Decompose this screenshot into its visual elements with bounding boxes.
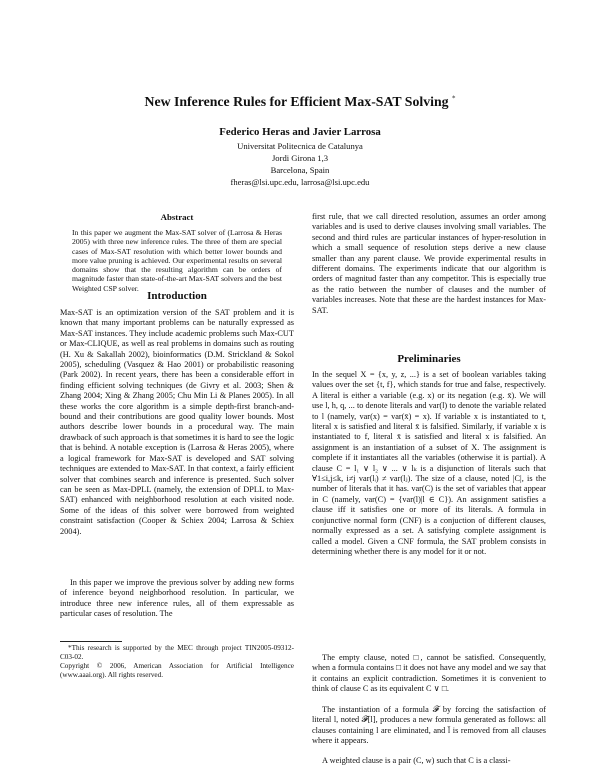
preliminaries-paragraph-3: The instantiation of a formula 𝓕 by forcing the satisfaction of literal l, noted 𝓕[l], produces a new formula generated as follows: all clauses containing l are eliminated, and l̄ is removed from all clauses where it appears. (312, 705, 546, 746)
title-footnote-mark: * (451, 94, 456, 103)
introduction-continued: first rule, that we call directed resolution, assumes an order among variables and is used to derive clauses involving small variables. The second and third rules are particular instances of hyper-resolution in which a small sequence of resolution steps derive a new clause smaller than any parent clause. We provide experimental results in different domains. The experiments indicate that our algorithm is orders of magnitud faster than any competitor. This is especially true as the ratio between the number of clauses and the number of variables increases. Note that these are the hardest instances for Max-SAT. (312, 212, 546, 315)
paper-title: New Inference Rules for Efficient Max-SAT Solving * (144, 94, 456, 109)
abstract-heading: Abstract (160, 212, 194, 222)
affiliation-university: Universitat Politecnica de Catalunya (237, 141, 363, 151)
affiliation-city: Barcelona, Spain (270, 165, 330, 175)
introduction-heading: Introduction (147, 290, 207, 302)
author-emails[interactable]: fheras@lsi.upc.edu, larrosa@lsi.upc.edu (230, 177, 370, 187)
affiliation-street: Jordi Girona 1,3 (271, 153, 329, 163)
preliminaries-paragraph-4: A weighted clause is a pair (C, w) such that C is a classi- (322, 756, 511, 765)
introduction-paragraph-2: In this paper we improve the previous solver by adding new forms of inference beyond neighborhood resolution. In particular, we introduce three new inference rules, all of them expressable as particular cases of resolution. The (60, 578, 294, 619)
authors: Federico Heras and Javier Larrosa (219, 126, 381, 138)
footnote-funding: *This research is supported by the MEC through project TIN2005-09312-C03-02. (60, 644, 294, 661)
footnote-divider (60, 641, 122, 642)
left-column (60, 212, 294, 679)
footnotes (60, 644, 294, 680)
preliminaries-heading: Preliminaries (397, 353, 461, 365)
introduction-paragraph-1: Max-SAT is an optimization version of the SAT problem and it is known that many important problems can be naturally expressed as Max-SAT instances. They include academic problems such Max-CUT or Max-CLIQUE, as well as real problems in domains such as routing (H. Xu & Sakallah 2002), bioinformatics (D.M. Strickland & Sokol 2005), scheduling (Vasquez & Hao 2001) or probabilistic reasoning (Park 2002). In recent years, there has been a considerable effort in finding efficient solving techniques (de Givry et al. 2003; Shen & Zhang 2004; Xing & Zhang 2005; Chu Min Li & Planes 2005). In all these works the core algorithm is a simple depth-first branch-and-bound and their contributions are good quality lower bounds. Most authors describe lower bounds in a procedural way. The main drawback of such approach is that sometimes it is hard to see the logic that is behind. A notable exception is (Larrosa & Heras 2005), where a logical framework for Max-SAT is developed and SAT solving techniques are extended to Max-SAT. In that context, a fairly efficient solver that combines search and inference is presented. Such solver can be seen as Max-DPLL (namely, the extension of DPLL to Max-SAT) enhanced with neighborhood resolution at each visited node. Some of the ideas of this solver were borrowed from weighted constraint satisfaction (Cooper & Schiex 2004; Larrosa & Schiex 2004). (60, 308, 294, 536)
abstract-text: In this paper we augment the Max-SAT solver of (Larrosa & Heras 2005) with three new inference rules. The three of them are special cases of Max-SAT resolution with which better lower bounds and more value pruning is achieved. Our experimental results on several domains show that the resulting algorithm can be orders of magnitude faster than state-of-the-art Max-SAT solvers and the best Weighted CSP solver. (72, 228, 282, 293)
preliminaries-paragraph-1: In the sequel X = {x, y, z, ...} is a set of boolean variables taking values over the set {t, f}, which stands for true and false, respectively. A literal is either a variable (e.g. x) or its negation (e.g. x̄). We will use l, h, q, ... to denote literals and var(l) to denote the variable related to l (namely, var(x) = var(x̄) = x). If variable x is instantiated to t, literal x is satisfied and literal x̄ is falsified. Similarly, if variable x is instantiated to f, literal x̄ is satisfied and literal x is falsified. An assignment is an instantiation of a subset of X. The assignment is complete if it instantiates all the variables (otherwise it is partial). A clause C = l₁ ∨ l₂ ∨ ... ∨ lₖ is a disjunction of literals such that ∀1≤i,j≤k, i≠j var(lᵢ) ≠ var(lⱼ). The size of a clause, noted |C|, is the number of literals that it has. var(C) is the set of variables that appear in C (namely, var(C) = {var(l)|l ∈ C}). An assignment satisfies a clause iff it satisfies one or more of its literals. A formula in conjunctive normal form (CNF) is a conjuction of different clauses, normally expressed as a set. A satisfying complete assignment is called a model. Given a CNF formula, the SAT problem consists in determining whether there is any model for it or not. (312, 370, 546, 556)
preliminaries-paragraph-2: The empty clause, noted □, cannot be satisfied. Consequently, when a formula contains □ it does not have any model and we say that it contains an explicit contradiction. Sometimes it is convenient to think of clause C as its equivalent C ∨ □. (312, 653, 546, 694)
copyright-notice: Copyright © 2006, American Association for Artificial Intelligence (www.aaai.org). All rights reserved. (60, 662, 294, 679)
